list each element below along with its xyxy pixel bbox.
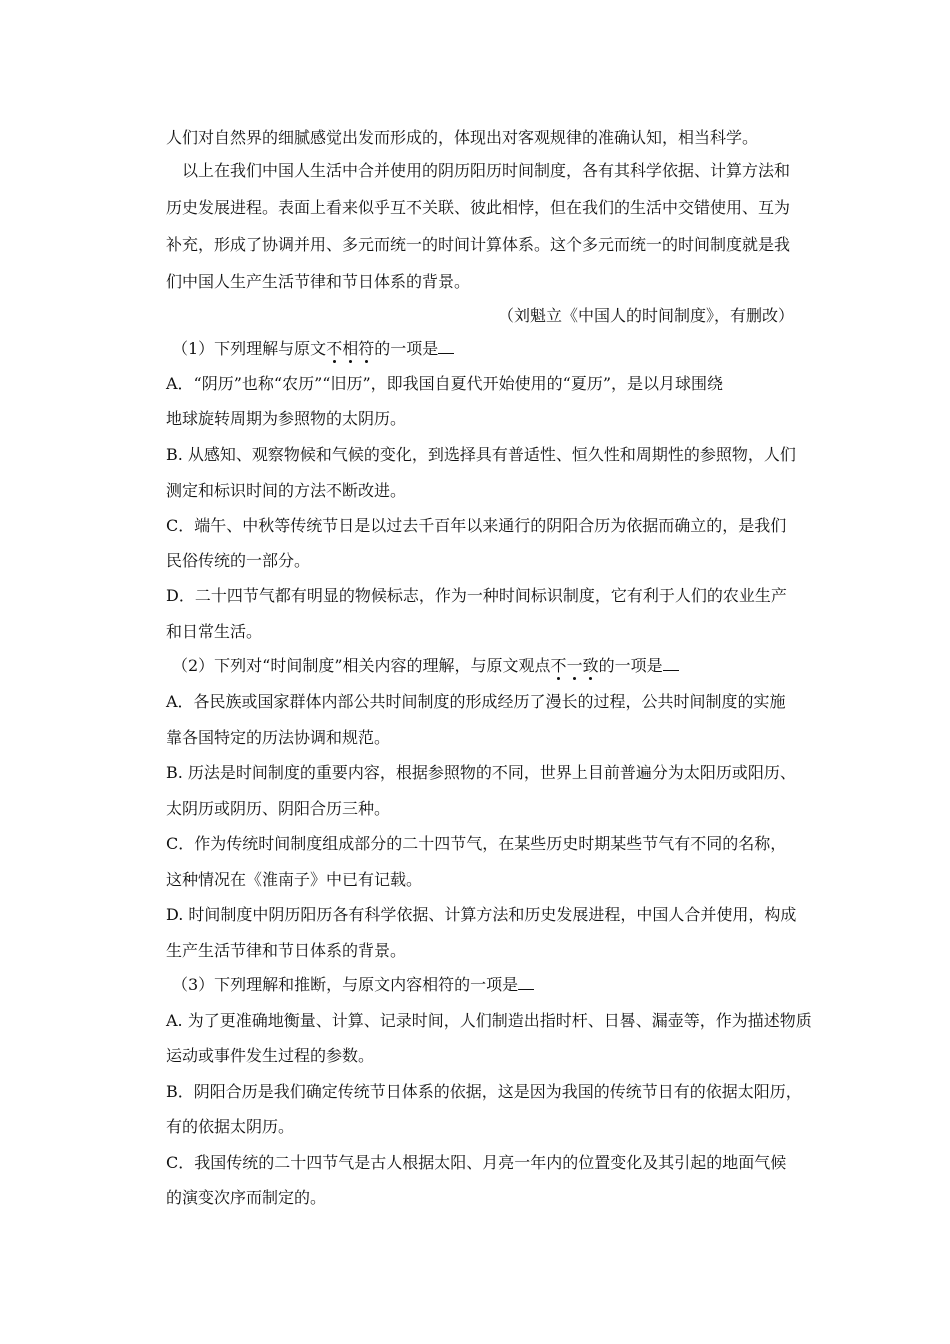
q1-option-a-line: A．“阴历”也称“农历”“旧历”，即我国自夏代开始使用的“夏历”，是以月球围绕 bbox=[166, 374, 723, 393]
passage-line: 历史发展进程。表面上看来似乎互不关联、彼此相悖，但在我们的生活中交错使用、互为 bbox=[166, 198, 791, 217]
stem-text: （3）下列理解和推断，与原文内容相符的一项是 bbox=[172, 975, 519, 994]
q1-option-c-line: 民俗传统的一部分。 bbox=[166, 551, 311, 570]
emphasis-char: 符 bbox=[358, 339, 375, 358]
stem-text: 的一项是 bbox=[598, 656, 663, 675]
q1-option-b-line: B. 从感知、观察物候和气候的变化，到选择具有普适性、恒久性和周期性的参照物，人们 bbox=[166, 445, 796, 464]
q2-option-a-line: A．各民族或国家群体内部公共时间制度的形成经历了漫长的过程，公共时间制度的实施 bbox=[166, 692, 786, 711]
emphasis-char: 不 bbox=[326, 339, 343, 358]
q3-option-b-line: 有的依据太阴历。 bbox=[166, 1117, 295, 1136]
q1-option-d-line: 和日常生活。 bbox=[166, 622, 263, 641]
q1-option-a-line: 地球旋转周期为参照物的太阴历。 bbox=[166, 409, 407, 428]
q1-option-b-line: 测定和标识时间的方法不断改进。 bbox=[166, 481, 407, 500]
answer-blank bbox=[518, 975, 534, 990]
q1-option-c-line: C．端午、中秋等传统节日是以过去千百年以来通行的阴阳合历为依据而确立的，是我们 bbox=[166, 516, 787, 535]
q1-option-d-line: D．二十四节气都有明显的物候标志，作为一种时间标识制度，它有利于人们的农业生产 bbox=[166, 586, 787, 605]
q3-option-a-line: A. 为了更准确地衡量、计算、记录时间，人们制造出指时杆、日晷、漏壶等，作为描述物质 bbox=[166, 1011, 812, 1030]
answer-blank bbox=[438, 339, 454, 354]
emphasis-char: 相 bbox=[342, 339, 359, 358]
emphasis-char: 一 bbox=[566, 656, 583, 675]
q2-option-c-line: C．作为传统时间制度组成部分的二十四节气，在某些历史时期某些节气有不同的名称， bbox=[166, 834, 787, 853]
passage-line: 人们对自然界的细腻感觉出发而形成的，体现出对客观规律的准确认知，相当科学。 bbox=[166, 128, 759, 147]
emphasis-char: 不 bbox=[550, 656, 567, 675]
q3-option-c-line: C．我国传统的二十四节气是古人根据太阳、月亮一年内的位置变化及其引起的地面气候 bbox=[166, 1153, 787, 1172]
q3-option-c-line: 的演变次序而制定的。 bbox=[166, 1188, 327, 1207]
question-2-stem bbox=[172, 656, 679, 676]
question-1-stem bbox=[172, 339, 454, 359]
stem-text: 的一项是 bbox=[374, 339, 439, 358]
passage-line: 补充，形成了协调并用、多元而统一的时间计算体系。这个多元而统一的时间制度就是我 bbox=[166, 235, 791, 254]
q2-option-d-line: 生产生活节律和节日体系的背景。 bbox=[166, 941, 407, 960]
stem-text: （1）下列理解与原文 bbox=[172, 339, 327, 358]
q3-option-b-line: B．阴阳合历是我们确定传统节日体系的依据，这是因为我国的传统节日有的依据太阳历， bbox=[166, 1082, 802, 1101]
stem-text: （2）下列对“时间制度”相关内容的理解，与原文观点 bbox=[172, 656, 551, 675]
q2-option-a-line: 靠各国特定的历法协调和规范。 bbox=[166, 728, 391, 747]
passage-source: （刘魁立《中国人的时间制度》，有删改） bbox=[498, 306, 795, 325]
emphasis-char: 致 bbox=[582, 656, 599, 675]
q2-option-b-line: 太阴历或阴历、阴阳合历三种。 bbox=[166, 799, 391, 818]
q2-option-d-line: D. 时间制度中阴历阳历各有科学依据、计算方法和历史发展进程，中国人合并使用，构成 bbox=[166, 905, 797, 924]
passage-line: 们中国人生产生活节律和节日体系的背景。 bbox=[166, 272, 471, 291]
q3-option-a-line: 运动或事件发生过程的参数。 bbox=[166, 1046, 375, 1065]
answer-blank bbox=[663, 656, 679, 671]
q2-option-c-line: 这种情况在《淮南子》中已有记载。 bbox=[166, 870, 423, 889]
passage-line: 以上在我们中国人生活中合并使用的阴历阳历时间制度，各有其科学依据、计算方法和 bbox=[182, 161, 791, 180]
q2-option-b-line: B. 历法是时间制度的重要内容，根据参照物的不同，世界上目前普遍分为太阳历或阳历、 bbox=[166, 763, 796, 782]
question-3-stem bbox=[172, 975, 534, 995]
